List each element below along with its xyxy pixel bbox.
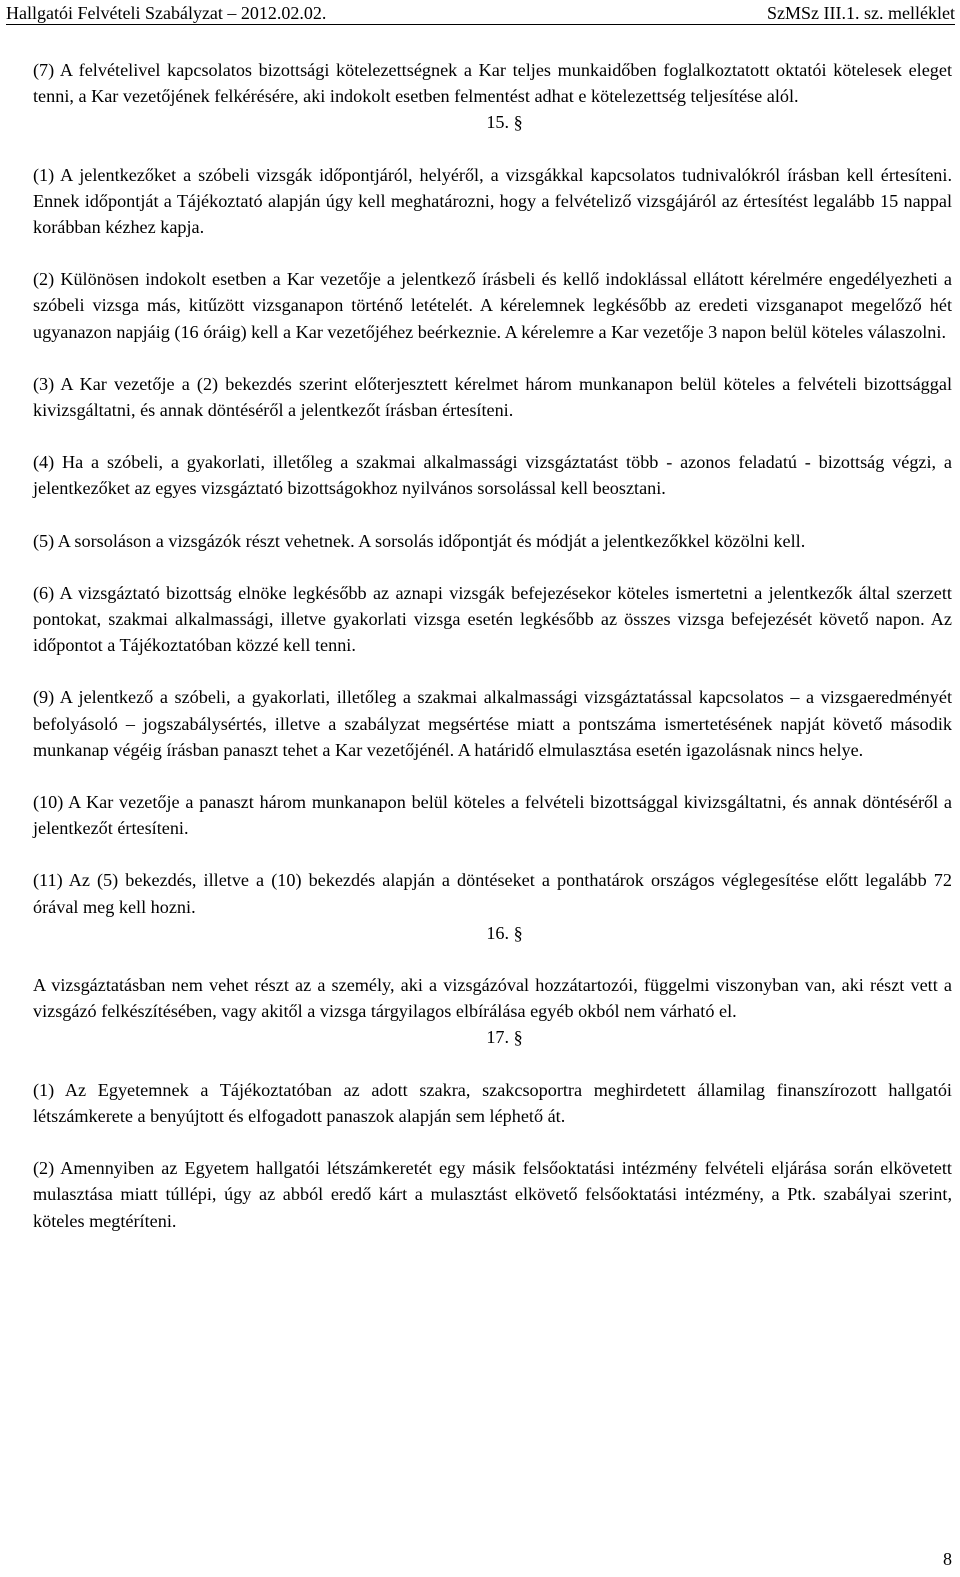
document-body: [33, 57, 952, 1234]
header-title: Hallgatói Felvételi Szabályzat – 2012.02.02.: [6, 3, 327, 23]
section-15-paragraph-9: (9) A jelentkező a szóbeli, a gyakorlati, illetőleg a szakmai alkalmassági vizsgáztatással kapcsolatos – a vizsgaeredményét befolyásoló – jogszabálysértés, illetve a szabályzat megsértése miatt a pontszáma ismertetésének napját követő második munkanap végéig írásban panaszt tehet a Kar vezetőjénél. A határidő elmulasztása esetén igazolásnak nincs helye.: [33, 687, 952, 760]
section-15-paragraph-3: (3) A Kar vezetője a (2) bekezdés szerint előterjesztett kérelmet három munkanapon belül köteles a felvételi bizottsággal kivizsgáltatni, és annak döntéséről a jelentkezőt írásban értesíteni.: [33, 373, 952, 421]
section-heading-15: 15. §: [486, 112, 523, 133]
section-17-paragraph-1: (1) Az Egyetemnek a Tájékoztatóban az adott szakra, szakcsoportra meghirdetett államilag finanszírozott hallgatói létszámkerete a benyújtott és elfogadott panaszok alapján sem léphető át.: [33, 1079, 952, 1126]
section-17-paragraph-2: (2) Amennyiben az Egyetem hallgatói létszámkeretét egy másik felsőoktatási intézmény felvételi eljárása során elkövetett mulasztása miatt túllépi, úgy az abból eredő kárt a mulasztást elkövető felsőoktatási intézmény, a Ptk. szabályai szerint, köteles megtéríteni.: [33, 1158, 952, 1231]
section-heading-16: 16. §: [486, 922, 523, 943]
section-heading-17: 17. §: [486, 1027, 523, 1048]
paragraph-7: (7) A felvételivel kapcsolatos bizottsági kötelezettségnek a Kar teljes munkaidőben foglalkoztatott oktatói kötelesek eleget tenni, a Kar vezetőjének felkérésére, aki indokolt esetben felmentést adhat e kötelezettség teljesítése alól.: [33, 60, 952, 107]
section-15-paragraph-1: (1) A jelentkezőket a szóbeli vizsgák időpontjáról, helyéről, a vizsgákkal kapcsolatos tudnivalókról írásban kell értesíteni. Ennek időpontját a Tájékoztató alapján úgy kell meghatározni, hogy a felvételiző vizsgájáról az értesítést legalább 15 nappal korábban kézhez kapja.: [33, 164, 952, 238]
header-annex-label: SzMSz III.1. sz. melléklet: [767, 3, 955, 23]
section-15-paragraph-11: (11) Az (5) bekezdés, illetve a (10) bekezdés alapján a döntéseket a ponthatárok országos véglegesítése előtt legalább 72 órával meg kell hozni.: [33, 870, 952, 917]
section-15-paragraph-4: (4) Ha a szóbeli, a gyakorlati, illetőleg a szakmai alkalmassági vizsgáztatást több - azonos feladatú - bizottság végzi, a jelentkezőket az egyes vizsgáztató bizottságokhoz nyilvános sorsolással kell beosztani.: [33, 452, 952, 499]
section-15-paragraph-2: (2) Különösen indokolt esetben a Kar vezetője a jelentkező írásbeli és kellő indoklással ellátott kérelmére engedélyezheti a szóbeli vizsga más, kitűzött vizsganapon történő letételét. A kérelemnek legkésőbb az eredeti vizsganapot megelőző hét ugyanazon napjáig (16 óráig) kell a Kar vezetőjéhez beérkeznie. A kérelemre a Kar vezetője 3 napon belül köteles válaszolni.: [33, 269, 952, 342]
section-15-paragraph-10: (10) A Kar vezetője a panaszt három munkanapon belül köteles a felvételi bizottsággal kivizsgáltatni, és annak döntéséről a jelentkezőt értesíteni.: [33, 792, 952, 839]
running-header: [6, 2, 955, 24]
header-divider: [6, 24, 955, 25]
page-number: 8: [943, 1549, 952, 1569]
section-16-text: A vizsgáztatásban nem vehet részt az a személy, aki a vizsgázóval hozzátartozói, függelmi viszonyban van, aki részt vett a vizsgázó felkészítésében, vagy akitől a vizsga tárgyilagos elbírálása egyéb okból nem várható el.: [33, 975, 952, 1022]
section-15-paragraph-5: (5) A sorsoláson a vizsgázók részt vehetnek. A sorsolás időpontját és módját a jelentkezőkkel közölni kell.: [33, 530, 806, 551]
section-15-paragraph-6: (6) A vizsgáztató bizottság elnöke legkésőbb az aznapi vizsgák befejezésekor köteles ismertetni a jelentkezők által szerzett pontokat, szakmai alkalmassági, illetve gyakorlati vizsga esetén legkésőbb az összes vizsga befejezését követő napon. Az időpontot a Tájékoztatóban közzé kell tenni.: [33, 582, 952, 656]
